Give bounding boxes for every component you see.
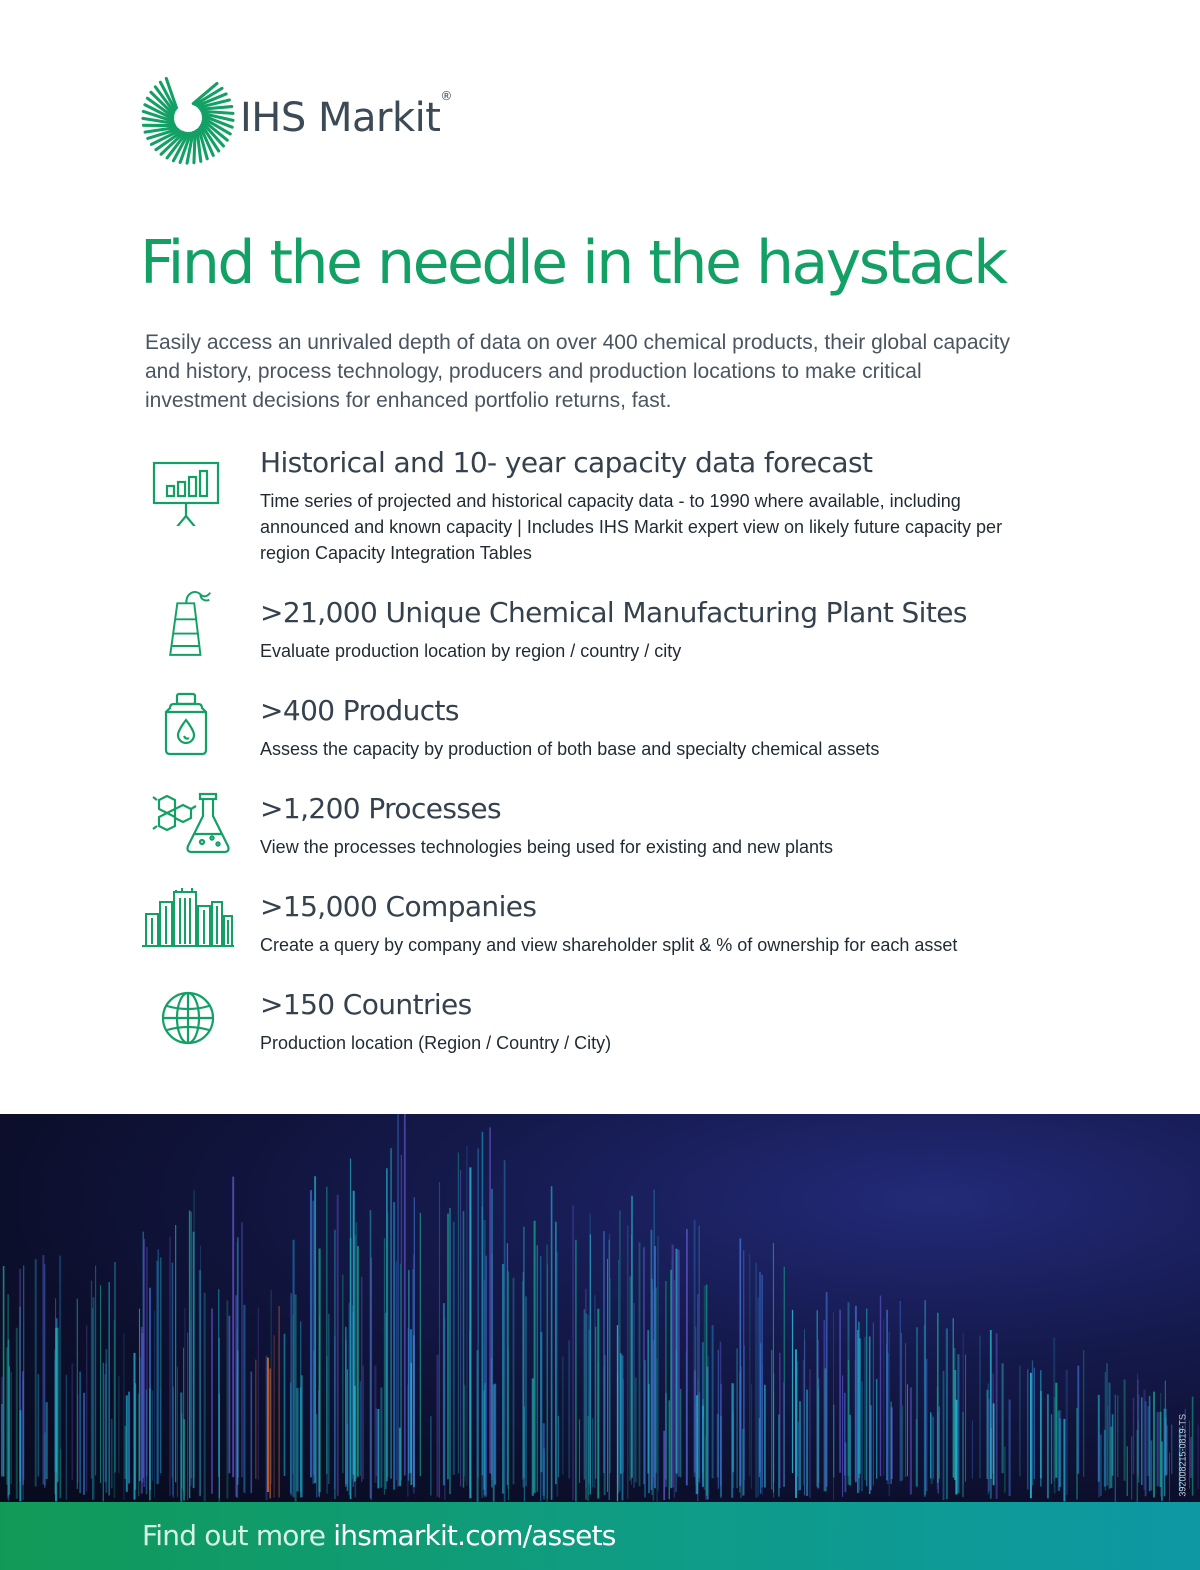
page-headline: Find the needle in the haystack [140, 228, 1006, 298]
document-code: 392008215-0819-TS [1178, 1414, 1188, 1497]
footer-prefix: Find out more [142, 1519, 334, 1552]
feature-title: >1,200 Processes [260, 792, 501, 825]
feature-description: View the processes technologies being used for existing and new plants [260, 837, 834, 857]
feature-description: Production location (Region / Country / City) [260, 1033, 612, 1053]
feature-description: Evaluate production location by region / country / city [260, 641, 682, 661]
brand-logo [140, 70, 452, 166]
globe-icon [140, 980, 236, 1060]
molecule-flask-icon [140, 790, 236, 870]
factory-chimney-icon [140, 582, 236, 662]
chemical-container-icon [140, 692, 236, 772]
presentation-chart-icon [140, 446, 236, 526]
feature-title: >400 Products [260, 694, 459, 727]
feature-title: >21,000 Unique Chemical Manufacturing Plant Sites [260, 596, 967, 629]
brand-name: IHS Markit® [240, 89, 452, 141]
feature-description: Create a query by company and view shareholder split & % of ownership for each asset [260, 935, 958, 955]
feature-description: Time series of projected and historical capacity data - to 1990 where available, including announced and known capacity | Includes IHS Markit expert view on likely future capacity per region Capacity Integration Tables [260, 491, 1003, 563]
feature-title: Historical and 10- year capacity data forecast [260, 446, 873, 479]
logo-ray [194, 132, 195, 163]
footer-bar [0, 1502, 1200, 1570]
data-streams-banner [0, 1114, 1200, 1502]
city-buildings-icon [140, 888, 236, 968]
feature-description: Assess the capacity by production of both base and specialty chemical assets [260, 739, 880, 759]
feature-title: >15,000 Companies [260, 890, 537, 923]
starburst-logo-icon [140, 70, 236, 166]
footer-text [142, 1519, 616, 1552]
data-streams-graphic [0, 1114, 1200, 1502]
feature-title: >150 Countries [260, 988, 472, 1021]
intro-paragraph: Easily access an unrivaled depth of data on over 400 chemical products, their global capacity and history, process technology, producers and production locations to make critical investment decisions for enhanced portfolio returns, fast. [145, 331, 1010, 412]
footer-url-link[interactable]: ihsmarkit.com/assets [333, 1519, 616, 1552]
